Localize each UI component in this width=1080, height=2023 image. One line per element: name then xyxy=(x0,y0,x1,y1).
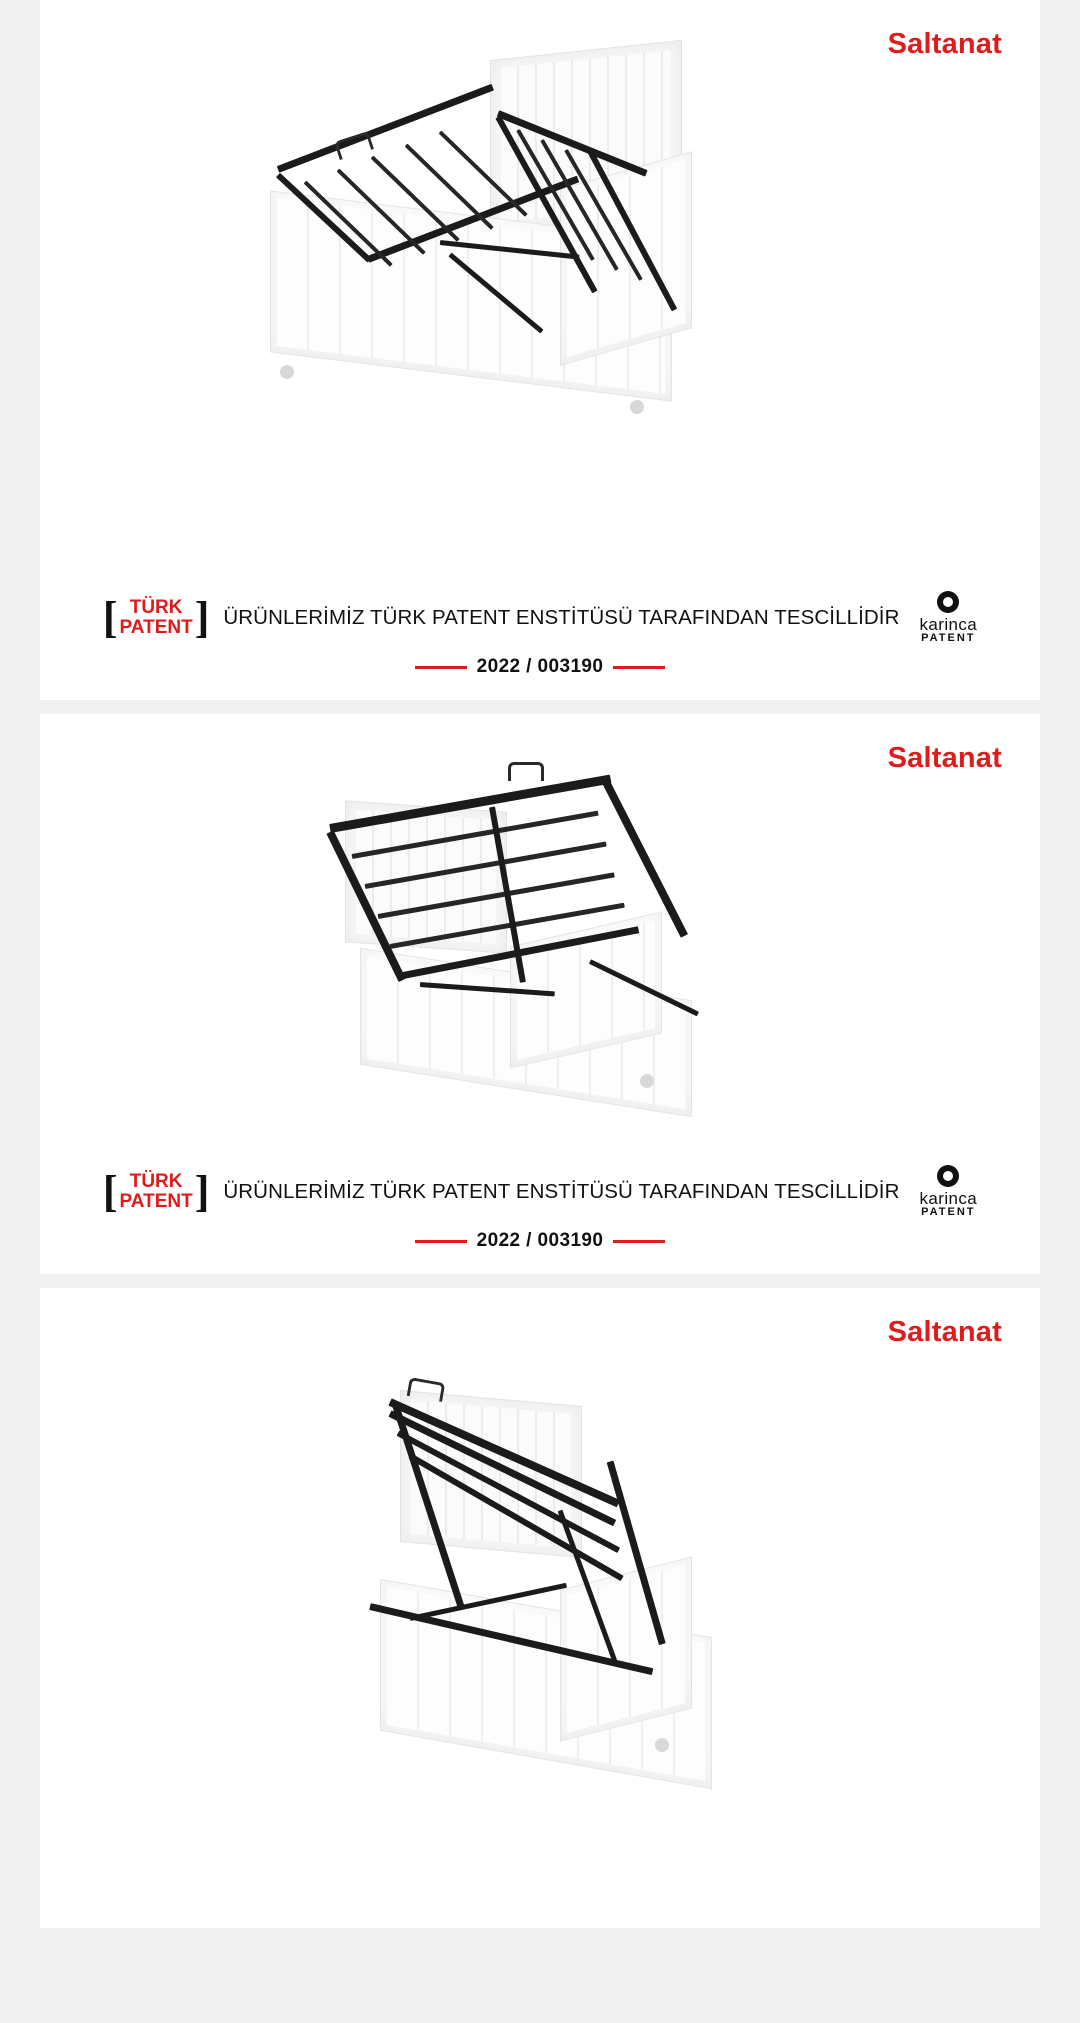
turk-label: TÜRK xyxy=(129,1171,183,1193)
patent-footer xyxy=(40,1165,1040,1218)
turk-patent-logo xyxy=(102,592,210,642)
rule-left xyxy=(415,666,467,669)
patent-footer xyxy=(40,591,1040,644)
karinca-name: karinca xyxy=(919,615,978,634)
bracket-right-icon: ] xyxy=(194,1166,210,1216)
product-card[interactable] xyxy=(40,0,1040,700)
base-quilt-side xyxy=(567,1565,685,1732)
ant-icon xyxy=(937,591,959,613)
turk-label: TÜRK xyxy=(129,597,183,619)
bracket-right-icon: ] xyxy=(194,592,210,642)
product-card[interactable] xyxy=(40,714,1040,1274)
brand-label: Saltanat xyxy=(887,28,1002,60)
product-image[interactable] xyxy=(40,744,1040,1124)
patent-number-row xyxy=(40,656,1040,678)
turk-patent-logo xyxy=(102,1166,210,1216)
rule-right xyxy=(613,666,665,669)
patent-number: 2022 / 003190 xyxy=(476,1230,604,1251)
bed-foot xyxy=(640,1074,654,1088)
product-card[interactable] xyxy=(40,1288,1040,1928)
bed-foot xyxy=(630,400,644,414)
certificate-text: ÜRÜNLERİMİZ TÜRK PATENT ENSTİTÜSÜ TARAFINDAN TESCİLLİDİR xyxy=(223,1179,900,1203)
bed-foot xyxy=(280,365,294,379)
frame-handle xyxy=(334,131,374,160)
bed-foot xyxy=(655,1738,669,1752)
patent-label: PATENT xyxy=(119,616,193,638)
karinca-patent-logo xyxy=(920,1165,978,1218)
certificate-text: ÜRÜNLERİMİZ TÜRK PATENT ENSTİTÜSÜ TARAFINDAN TESCİLLİDİR xyxy=(223,605,900,629)
frame-handle xyxy=(508,762,544,781)
bracket-left-icon: [ xyxy=(102,1166,118,1216)
product-image[interactable] xyxy=(40,40,1040,460)
karinca-name: karinca xyxy=(919,1189,978,1208)
patent-number-row xyxy=(40,1230,1040,1252)
ant-icon xyxy=(937,1165,959,1187)
brand-label: Saltanat xyxy=(887,742,1002,774)
frame-bar xyxy=(601,778,688,938)
patent-number: 2022 / 003190 xyxy=(476,656,604,677)
rule-right xyxy=(613,1240,665,1243)
rule-left xyxy=(415,1240,467,1243)
karinca-sub: PATENT xyxy=(921,1206,976,1218)
karinca-patent-logo xyxy=(920,591,978,644)
product-image[interactable] xyxy=(40,1358,1040,1828)
frame-bar xyxy=(277,84,494,173)
karinca-sub: PATENT xyxy=(921,632,976,644)
brand-label: Saltanat xyxy=(887,1316,1002,1348)
bracket-left-icon: [ xyxy=(102,592,118,642)
patent-label: PATENT xyxy=(119,1190,193,1212)
